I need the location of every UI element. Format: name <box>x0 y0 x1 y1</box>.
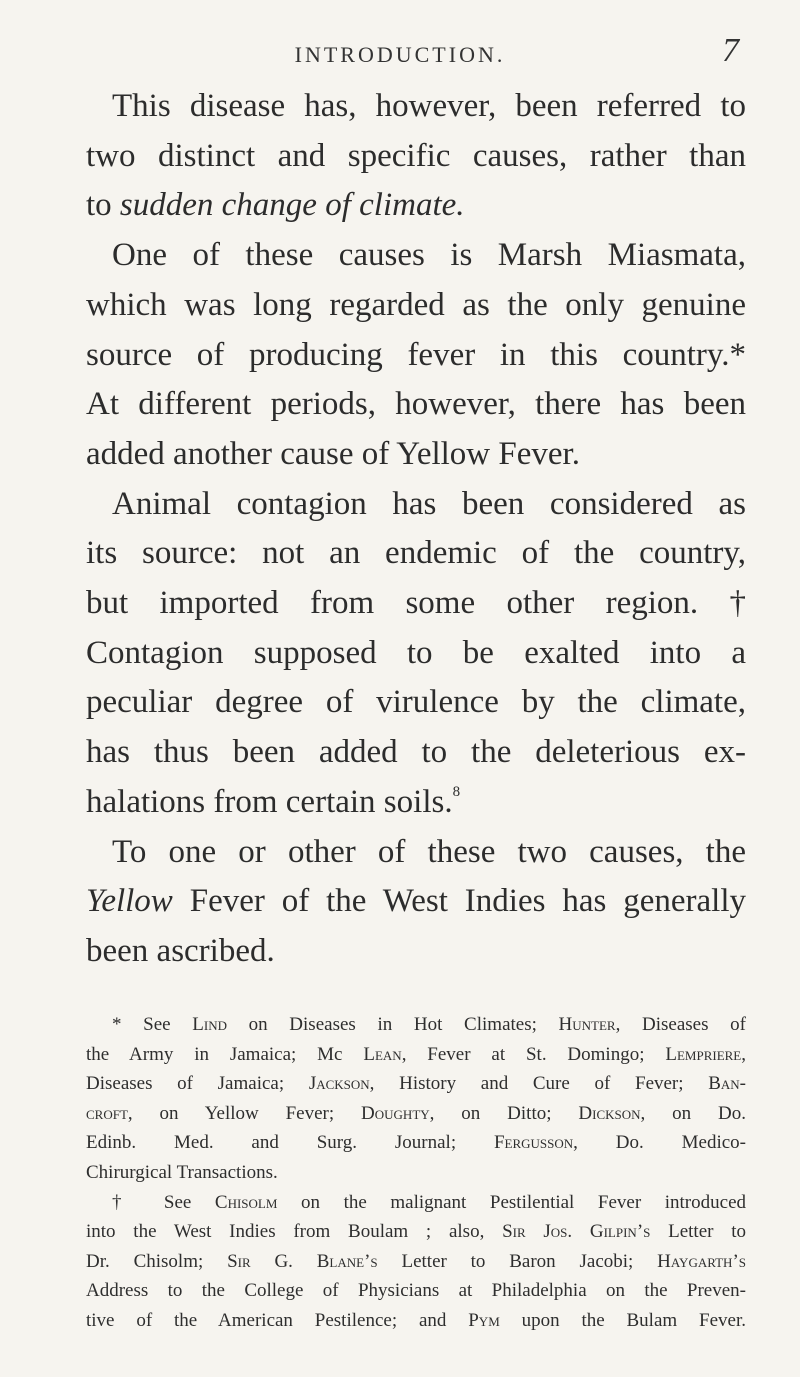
text-line: To one or other of these two causes, the <box>112 833 746 870</box>
text-line: two distinct and specific causes, rather than <box>86 137 746 174</box>
text-line: This disease has, however, been referred to <box>112 88 746 124</box>
paragraph-4 <box>86 828 746 977</box>
text-line: One of these causes is Marsh Miasmata, <box>112 237 746 274</box>
text-run: * See <box>112 1014 193 1035</box>
text-line: but imported from some other region. † <box>86 585 746 622</box>
page-number: 7 <box>722 32 739 69</box>
text-line: peculiar degree of virulence by the climate, <box>86 684 746 721</box>
text-line <box>86 181 746 231</box>
text-run: on Diseases in Hot Climates; <box>226 1014 559 1035</box>
text-run: , Fever at St. Domingo; <box>401 1043 666 1065</box>
text-run: Dr. Chisolm; <box>86 1250 228 1272</box>
text-run: upon the Bulam Fever. <box>499 1309 746 1331</box>
author-name: Pym <box>468 1309 500 1331</box>
author-name: Sir G. Blane’s <box>227 1250 378 1272</box>
text-line <box>86 877 746 927</box>
author-name: Haygarth’s <box>657 1250 746 1272</box>
footnotes <box>86 1010 746 1336</box>
author-name: Dickson <box>578 1102 641 1124</box>
footnote-line <box>86 1128 746 1158</box>
text-line: Contagion supposed to be exalted into a <box>86 634 746 671</box>
paragraph-3 <box>86 480 746 828</box>
author-name: Doughty <box>361 1102 430 1124</box>
author-name: Lean <box>363 1043 402 1065</box>
running-head: INTRODUCTION. <box>294 42 506 67</box>
text-line <box>86 778 746 828</box>
footnote-line: Chirurgical Transactions. <box>86 1161 278 1183</box>
text-run: Letter to Baron Jacobi; <box>377 1250 658 1272</box>
text-run: , on Do. <box>640 1102 746 1124</box>
author-name: Ban- <box>708 1073 746 1095</box>
paragraph-1 <box>86 82 746 231</box>
text-run: , Diseases of <box>615 1014 746 1035</box>
italic-word: Yellow <box>86 883 173 920</box>
text-run: Fever of the West Indies has generally <box>172 883 746 920</box>
footnote-dagger <box>86 1188 746 1336</box>
text-line: Animal contagion has been considered as <box>112 485 746 522</box>
paragraph-2 <box>86 231 746 480</box>
author-name: Fergusson <box>493 1132 574 1154</box>
text-run: halations from certain soils. <box>86 783 453 820</box>
author-name: Hunter <box>558 1014 616 1035</box>
text-run: Edinb. Med. and Surg. Journal; <box>86 1132 494 1154</box>
text-run: Diseases of Jamaica; <box>86 1073 309 1095</box>
italic-phrase: sudden change of climate. <box>119 187 465 224</box>
text-run: † See <box>112 1191 215 1213</box>
author-name: croft <box>86 1102 128 1124</box>
text-run: on the malignant Pestilential Fever introduced <box>277 1191 746 1213</box>
text-run: , <box>741 1043 746 1065</box>
text-run: into the West Indies from Boulam ; also, <box>86 1221 503 1243</box>
footnote-line <box>86 1217 746 1247</box>
text-line: At different periods, however, there has been <box>86 386 746 423</box>
footnote-line <box>86 1040 746 1070</box>
text-run: , History and Cure of Fever; <box>369 1073 709 1095</box>
footnote-line <box>86 1306 746 1336</box>
author-name: Lind <box>192 1014 227 1035</box>
text-line: which was long regarded as the only genuine <box>86 286 746 323</box>
footnote-star <box>86 1010 746 1188</box>
author-name: Chisolm <box>214 1191 278 1213</box>
footnote-line <box>86 1099 746 1129</box>
author-name: Lempriere <box>665 1043 742 1065</box>
text-run: Letter to <box>650 1221 746 1243</box>
footnote-line <box>86 1069 746 1099</box>
text-line: its source: not an endemic of the country, <box>86 535 746 572</box>
author-name: Jackson <box>308 1073 370 1095</box>
text-run: tive of the American Pestilence; and <box>86 1309 469 1331</box>
text-line: has thus been added to the deleterious ex- <box>86 734 746 771</box>
footnote-line <box>86 1188 746 1218</box>
footnote-line: Address to the College of Physicians at Philadelphia on the Preven- <box>86 1280 746 1302</box>
author-name: Sir Jos. Gilpin’s <box>502 1221 651 1243</box>
text-run: the Army in Jamaica; Mc <box>86 1043 364 1065</box>
body-text <box>86 82 746 977</box>
text-run: , on Yellow Fever; <box>127 1102 362 1124</box>
footnote-line <box>86 1010 746 1040</box>
text-line: source of producing fever in this country.* <box>86 336 746 373</box>
text-line: added another cause of Yellow Fever. <box>86 435 580 472</box>
text-run: , on Ditto; <box>429 1102 579 1124</box>
note-reference: 8 <box>452 783 461 800</box>
text-line: been ascribed. <box>86 932 275 969</box>
footnote-line <box>86 1247 746 1277</box>
text-run: to <box>86 187 120 224</box>
text-run: , Do. Medico- <box>573 1132 746 1154</box>
